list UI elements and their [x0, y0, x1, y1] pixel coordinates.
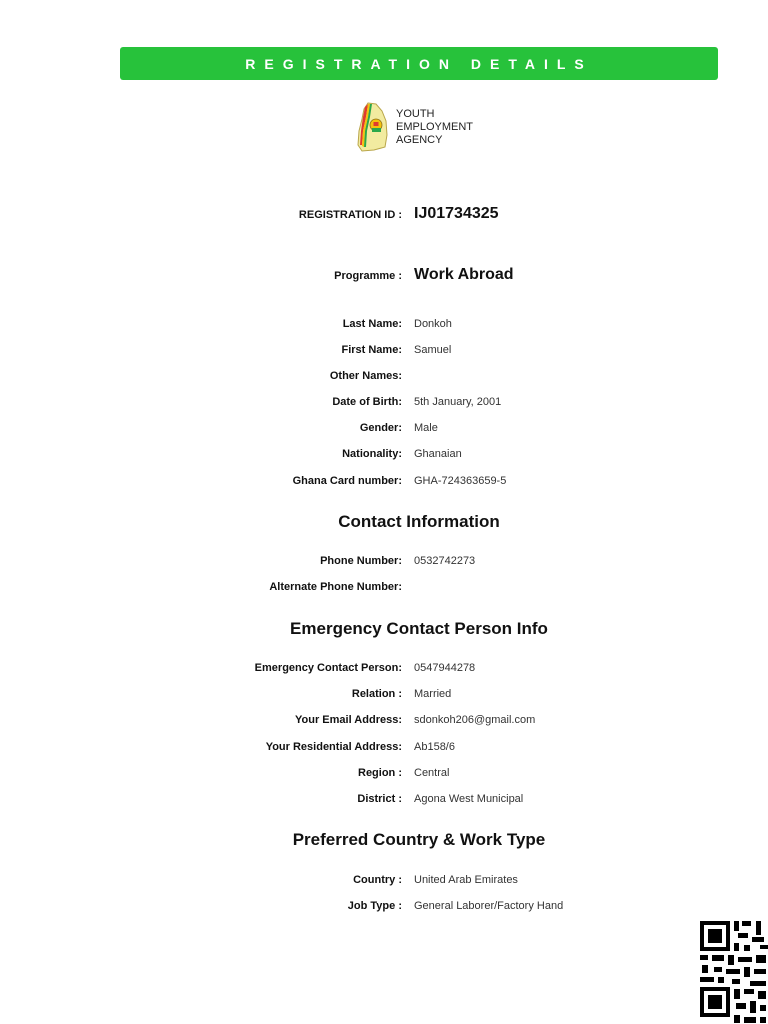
- banner-title: REGISTRATION DETAILS: [245, 55, 593, 72]
- ghana-card-value: GHA-724363659-5: [414, 475, 507, 487]
- ghana-map-emblem-icon: [356, 101, 388, 153]
- contact-information-heading: Contact Information: [338, 512, 500, 531]
- registration-id-value: IJ01734325: [414, 205, 499, 222]
- country-label: Country :: [353, 874, 402, 886]
- country-value: United Arab Emirates: [414, 874, 518, 886]
- phone-number-label: Phone Number:: [320, 555, 402, 567]
- logo-wordmark: [396, 108, 473, 147]
- first-name-label: First Name:: [341, 344, 402, 356]
- alternate-phone-label: Alternate Phone Number:: [269, 581, 402, 593]
- residential-address-value: Ab158/6: [414, 741, 455, 753]
- last-name-value: Donkoh: [414, 318, 452, 330]
- job-type-value: General Laborer/Factory Hand: [414, 900, 564, 912]
- registration-id-label: REGISTRATION ID :: [298, 209, 402, 221]
- date-of-birth-label: Date of Birth:: [332, 396, 402, 408]
- last-name-label: Last Name:: [342, 318, 402, 330]
- ghana-card-label: Ghana Card number:: [292, 475, 402, 487]
- emergency-contact-heading: Emergency Contact Person Info: [290, 619, 548, 638]
- gender-label: Gender:: [359, 422, 402, 434]
- nationality-value: Ghanaian: [414, 448, 462, 460]
- registration-details-banner: [120, 47, 718, 80]
- date-of-birth-value: 5th January, 2001: [414, 396, 502, 408]
- email-label: Your Email Address:: [295, 714, 402, 726]
- first-name-value: Samuel: [414, 344, 452, 356]
- email-value: sdonkoh206@gmail.com: [414, 714, 536, 726]
- job-type-label: Job Type :: [347, 900, 402, 912]
- preferred-country-heading: Preferred Country & Work Type: [292, 830, 546, 849]
- logo-line-1: YOUTH: [396, 107, 435, 120]
- programme-label: Programme :: [334, 270, 402, 282]
- youth-employment-agency-logo: [356, 101, 473, 153]
- phone-number-value: 0532742273: [414, 555, 476, 567]
- gender-value: Male: [414, 422, 438, 434]
- district-label: District :: [357, 793, 402, 805]
- emergency-contact-label: Emergency Contact Person:: [254, 662, 402, 674]
- logo-line-2: EMPLOYMENT: [396, 120, 474, 133]
- logo-line-3: AGENCY: [396, 133, 443, 146]
- nationality-label: Nationality:: [342, 448, 402, 460]
- other-names-label: Other Names:: [329, 370, 402, 382]
- district-value: Agona West Municipal: [414, 793, 524, 805]
- region-label: Region :: [358, 767, 402, 779]
- relation-label: Relation :: [351, 688, 402, 700]
- relation-value: Married: [414, 688, 452, 700]
- programme-value: Work Abroad: [414, 266, 514, 283]
- emergency-contact-value: 0547944278: [414, 662, 476, 674]
- qr-code-icon: [698, 919, 768, 1024]
- residential-address-label: Your Residential Address:: [265, 741, 402, 753]
- region-value: Central: [414, 767, 450, 779]
